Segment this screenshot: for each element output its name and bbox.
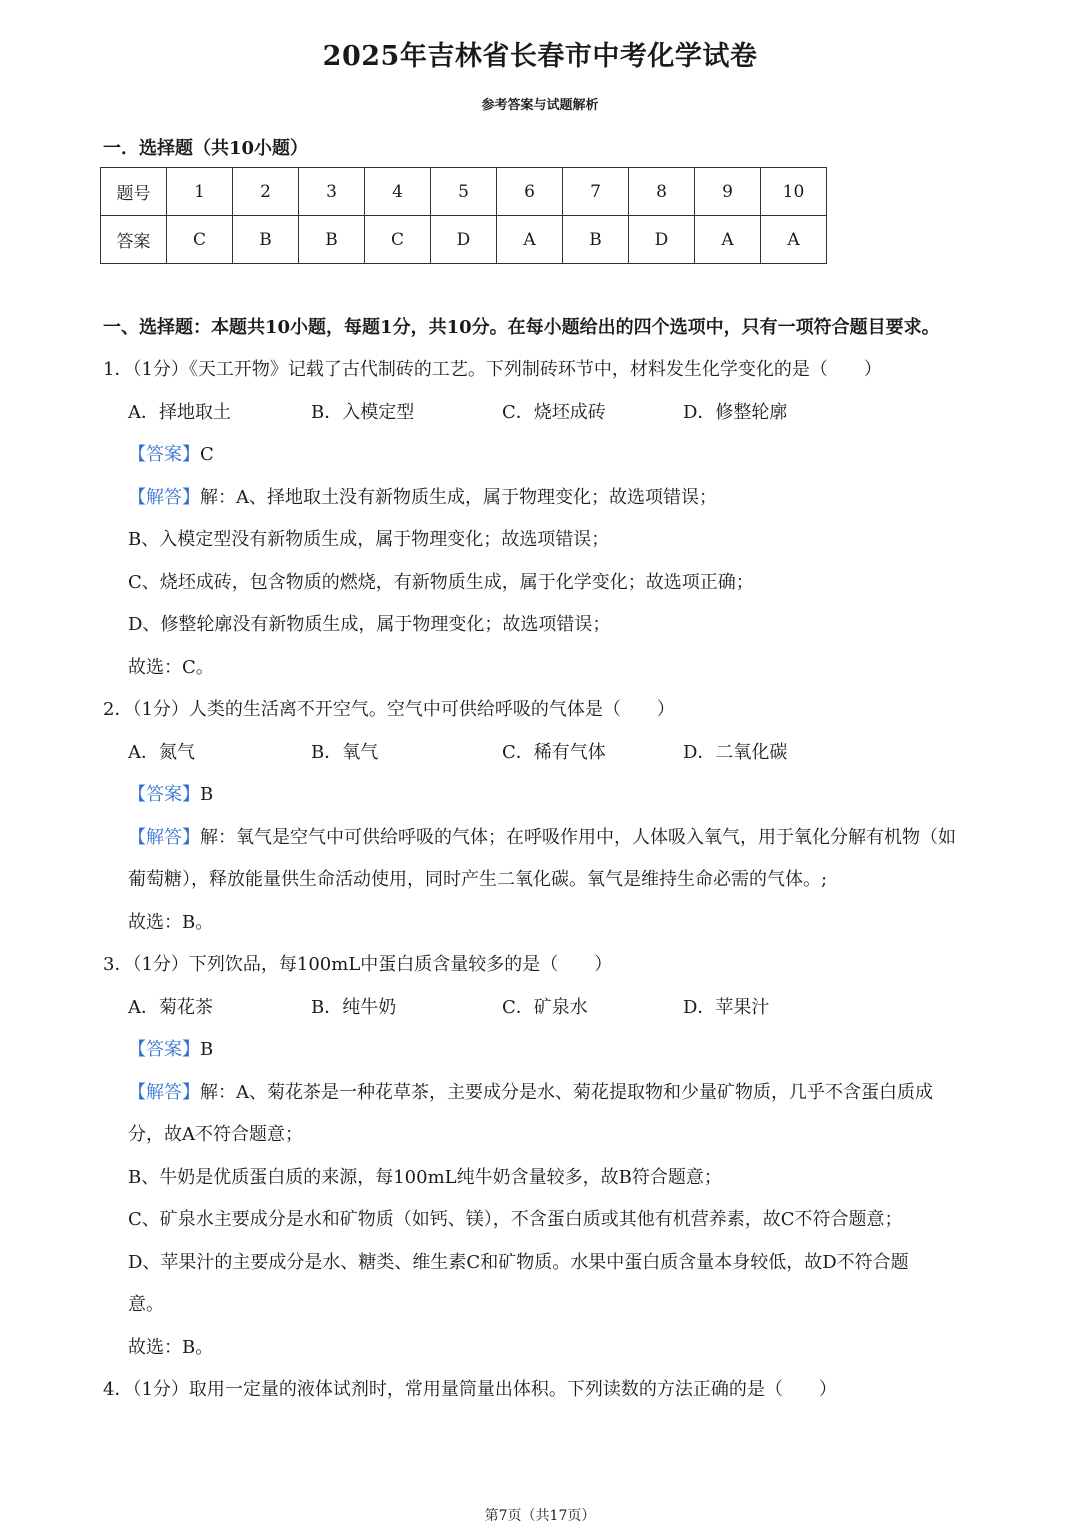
question-3-analysis-line: B、牛奶是优质蛋白质的来源，每100mL纯牛奶含量较多，故B符合题意； [128,1167,722,1188]
question-1-option-a: A．择地取土 [128,402,231,423]
table-cell: A [761,216,827,264]
question-3-analysis-line [128,1081,933,1105]
answer-tag: 【答案】 [128,444,200,465]
table-cell: 7 [563,168,629,216]
analysis-text: 解：A、择地取土没有新物质生成，属于物理变化；故选项错误； [200,487,717,508]
section-heading: 一．选择题（共10小题） [103,138,309,159]
question-2-analysis-line [128,826,956,850]
table-cell: 4 [365,168,431,216]
question-2-answer [128,783,213,807]
question-1-analysis-line: C、烧坯成砖，包含物质的燃烧，有新物质生成，属于化学变化；故选项正确； [128,572,754,593]
table-cell: B [233,216,299,264]
table-header-answer: 答案 [101,216,167,264]
question-1-option-b: B．入模定型 [311,402,415,423]
answer-table-number-row [101,168,827,216]
table-cell: B [563,216,629,264]
question-1-analysis-line: B、入模定型没有新物质生成，属于物理变化；故选项错误； [128,529,610,550]
analysis-text: 解：A、菊花茶是一种花草茶，主要成分是水、菊花提取物和少量矿物质，几乎不含蛋白质成 [200,1082,933,1103]
question-1-option-d: D．修整轮廓 [683,402,788,423]
section-intro: 一、选择题：本题共10小题，每题1分，共10分。在每小题给出的四个选项中，只有一项符合题目要求。 [103,317,940,338]
table-cell: 8 [629,168,695,216]
page-subtitle: 参考答案与试题解析 [481,98,599,113]
table-cell: 3 [299,168,365,216]
question-3-conclusion: 故选：B。 [128,1337,214,1358]
question-1-option-c: C．烧坯成砖 [502,402,606,423]
table-cell: 10 [761,168,827,216]
table-cell: 1 [167,168,233,216]
question-3-option-d: D．苹果汁 [683,997,770,1018]
table-cell: C [365,216,431,264]
answer-tag: 【答案】 [128,1039,200,1060]
table-cell: B [299,216,365,264]
question-4-stem: 4．（1分）取用一定量的液体试剂时，常用量筒量出体积。下列读数的方法正确的是（ ） [103,1379,837,1400]
question-2-analysis-line: 葡萄糖），释放能量供生命活动使用，同时产生二氧化碳。氧气是维持生命必需的气体。; [128,869,828,890]
question-3-answer [128,1038,213,1062]
answer-table-answer-row [101,216,827,264]
question-2-conclusion: 故选：B。 [128,912,214,933]
analysis-text: 解：氧气是空气中可供给呼吸的气体；在呼吸作用中，人体吸入氧气，用于氧化分解有机物（如 [200,827,956,848]
table-cell: A [695,216,761,264]
table-cell: 2 [233,168,299,216]
question-3-option-a: A．菊花茶 [128,997,213,1018]
question-3-option-b: B．纯牛奶 [311,997,397,1018]
question-2-option-d: D．二氧化碳 [683,742,788,763]
table-cell: A [497,216,563,264]
question-3-analysis-line: 分，故A不符合题意； [128,1124,303,1145]
question-3-option-c: C．矿泉水 [502,997,588,1018]
question-3-analysis-line: D、苹果汁的主要成分是水、糖类、维生素C和矿物质。水果中蛋白质含量本身较低，故D不符合题 [128,1252,909,1273]
question-1-stem: 1．（1分）《天工开物》记载了古代制砖的工艺。下列制砖环节中，材料发生化学变化的是（ ） [103,359,882,380]
answer-value: C [200,444,214,465]
analysis-tag: 【解答】 [128,1082,200,1103]
table-header-number: 题号 [101,168,167,216]
table-cell: D [431,216,497,264]
question-2-stem: 2．（1分）人类的生活离不开空气。空气中可供给呼吸的气体是（ ） [103,699,675,720]
answer-value: B [200,1039,214,1060]
answer-value: B [200,784,214,805]
page-title: 2025年吉林省长春市中考化学试卷 [322,41,758,72]
answer-table [100,167,827,264]
question-1-conclusion: 故选：C。 [128,657,214,678]
question-2-option-c: C．稀有气体 [502,742,606,763]
question-2-option-b: B．氧气 [311,742,379,763]
table-cell: 9 [695,168,761,216]
table-cell: C [167,216,233,264]
table-cell: 5 [431,168,497,216]
question-3-analysis-line: 意。 [128,1294,164,1315]
analysis-tag: 【解答】 [128,487,200,508]
analysis-tag: 【解答】 [128,827,200,848]
question-1-analysis-line [128,486,717,510]
question-1-analysis-line: D、修整轮廓没有新物质生成，属于物理变化；故选项错误； [128,614,611,635]
question-3-analysis-line: C、矿泉水主要成分是水和矿物质（如钙、镁），不含蛋白质或其他有机营养素，故C不符合题意； [128,1209,903,1230]
question-2-option-a: A．氮气 [128,742,195,763]
table-cell: D [629,216,695,264]
page-footer: 第7页（共17页） [484,1508,596,1524]
question-3-stem: 3．（1分）下列饮品，每100mL中蛋白质含量较多的是（ ） [103,954,613,975]
question-1-answer [128,443,214,467]
table-cell: 6 [497,168,563,216]
answer-tag: 【答案】 [128,784,200,805]
